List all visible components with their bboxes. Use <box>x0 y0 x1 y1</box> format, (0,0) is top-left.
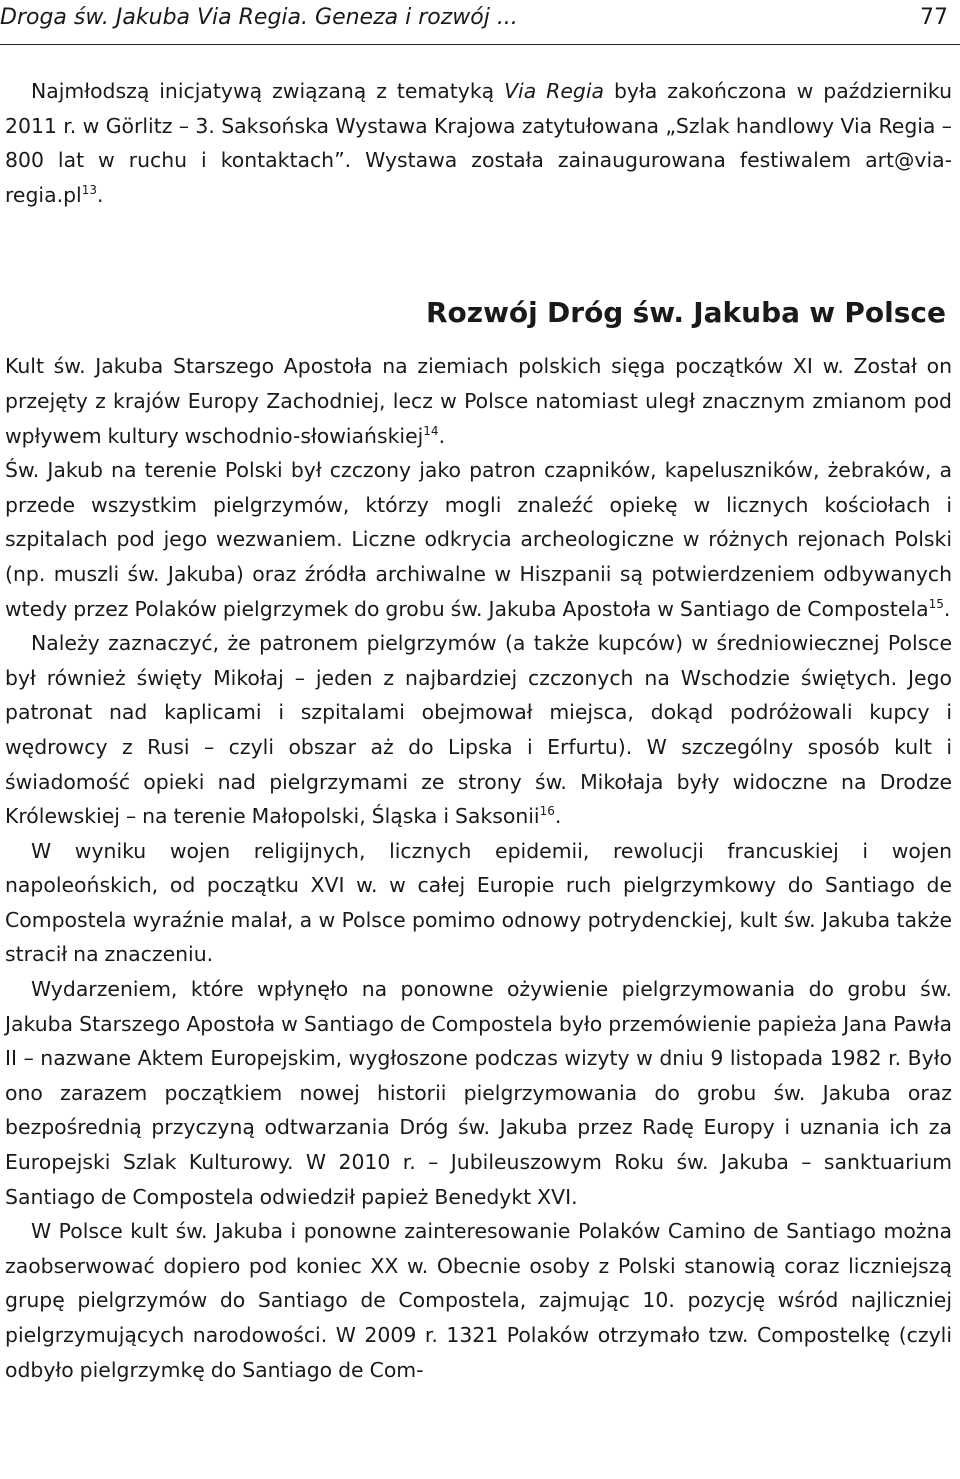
footnote-marker: 15 <box>928 596 944 611</box>
intro-end: . <box>96 182 104 207</box>
paragraph-text: Św. Jakub na terenie Polski był czczony jako patron czapników, kapeluszników, żebraków, a przede wszystkim pielgrzymów, którzy mogli znaleźć opiekę w licznych kościołach i szpitalach pod jego wezwaniem. Liczne odkrycia archeologiczne w różnych rejonach Polski (np. muszli św. Jakuba) oraz źródła archiwalne w Hiszpanii są potwierdzeniem odbywanych wtedy przez Polaków pielgrzymek do grobu św. Jakuba Apostoła w Santiago de Compostela <box>5 458 952 621</box>
paragraph <box>5 834 952 972</box>
paragraph <box>5 972 952 1214</box>
footnote-marker: 14 <box>423 423 439 438</box>
intro-text-after: była zakończona w październiku 2011 r. w Görlitz – 3. Saksońska Wystawa Krajowa zatytułowana „Szlak handlowy Via Regia – 800 lat w ruchu i kontaktach”. Wystawa została zainaugurowana festiwalem art@via-regia.pl <box>5 79 952 207</box>
running-title: Droga św. Jakuba Via Regia. Geneza i rozwój ... <box>0 5 518 30</box>
intro-paragraph <box>5 74 952 212</box>
paragraph <box>5 453 952 626</box>
page-number: 77 <box>920 5 948 30</box>
running-header <box>0 0 960 45</box>
paragraph-text: W wyniku wojen religijnych, licznych epidemii, rewolucji francuskiej i wojen napoleońskich, od początku XVI w. w całej Europie ruch pielgrzymkowy do Santiago de Compostela wyraźnie malał, a w Polsce pomimo odnowy potrydenckiej, kult św. Jakuba także stracił na znaczeniu. <box>5 838 952 967</box>
paragraph-text: Wydarzeniem, które wpłynęło na ponowne ożywienie pielgrzymowania do grobu św. Jakuba Starszego Apostoła w Santiago de Compostela było przemówienie papieża Jana Pawła II – nazwane Aktem Europejskim, wygłoszone podczas wizyty w dniu 9 listopada 1982 r. Było ono zarazem początkiem nowej historii pielgrzymowania do grobu św. Jakuba oraz bezpośrednią przyczyną odtwarzania Dróg św. Jakuba przez Radę Europy i uznania ich za Europejski Szlak Kulturowy. W 2010 r. – Jubileuszowym Roku św. Jakuba – sanktuarium Santiago de Compostela odwiedził papież Benedykt XVI. <box>5 977 952 1209</box>
body-text <box>5 74 952 1387</box>
footnote-marker: 16 <box>539 804 555 819</box>
paragraph <box>5 626 952 834</box>
paragraph-text: Kult św. Jakuba Starszego Apostoła na ziemiach polskich sięga początków XI w. Został on przejęty z krajów Europy Zachodniej, lecz w Polsce natomiast uległ znacznym zmianom pod wpływem kultury wschodnio-słowiańskiej <box>5 354 952 448</box>
paragraph-text: W Polsce kult św. Jakuba i ponowne zainteresowanie Polaków Camino de Santiago można zaobserwować dopiero pod koniec XX w. Obecnie osoby z Polski stanowią coraz liczniejszą grupę pielgrzymów do Santiago de Compostela, zajmując 10. pozycję wśród najliczniej pielgrzymujących narodowości. W 2009 r. 1321 Polaków otrzymało tzw. Compostelkę (czyli odbyło pielgrzymkę do Santiago de Com- <box>5 1219 952 1382</box>
paragraph <box>5 1214 952 1387</box>
paragraph <box>5 349 952 453</box>
paragraph-end: . <box>554 804 562 829</box>
intro-italic-term: Via Regia <box>504 79 604 103</box>
paragraph-text: Należy zaznaczyć, że patronem pielgrzymów (a także kupców) w średniowiecznej Polsce był również święty Mikołaj – jeden z najbardziej czczonych na Wschodzie świętych. Jego patronat nad kaplicami i szpitalami obejmował miejsca, dokąd podróżowali kupcy i wędrowcy z Rusi – czyli obszar aż do Lipska i Erfurtu). W szczególny sposób kult i świadomość opieki nad pielgrzymami ze strony św. Mikołaja były widoczne na Drodze Królewskiej – na terenie Małopolski, Śląska i Saksonii <box>5 631 952 829</box>
intro-text-before: Najmłodszą inicjatywą związaną z tematyką <box>31 79 505 103</box>
paragraph-end: . <box>943 596 951 621</box>
section-heading: Rozwój Dróg św. Jakuba w Polsce <box>425 296 946 330</box>
footnote-marker: 13 <box>81 182 97 197</box>
paragraph-end: . <box>438 423 446 448</box>
